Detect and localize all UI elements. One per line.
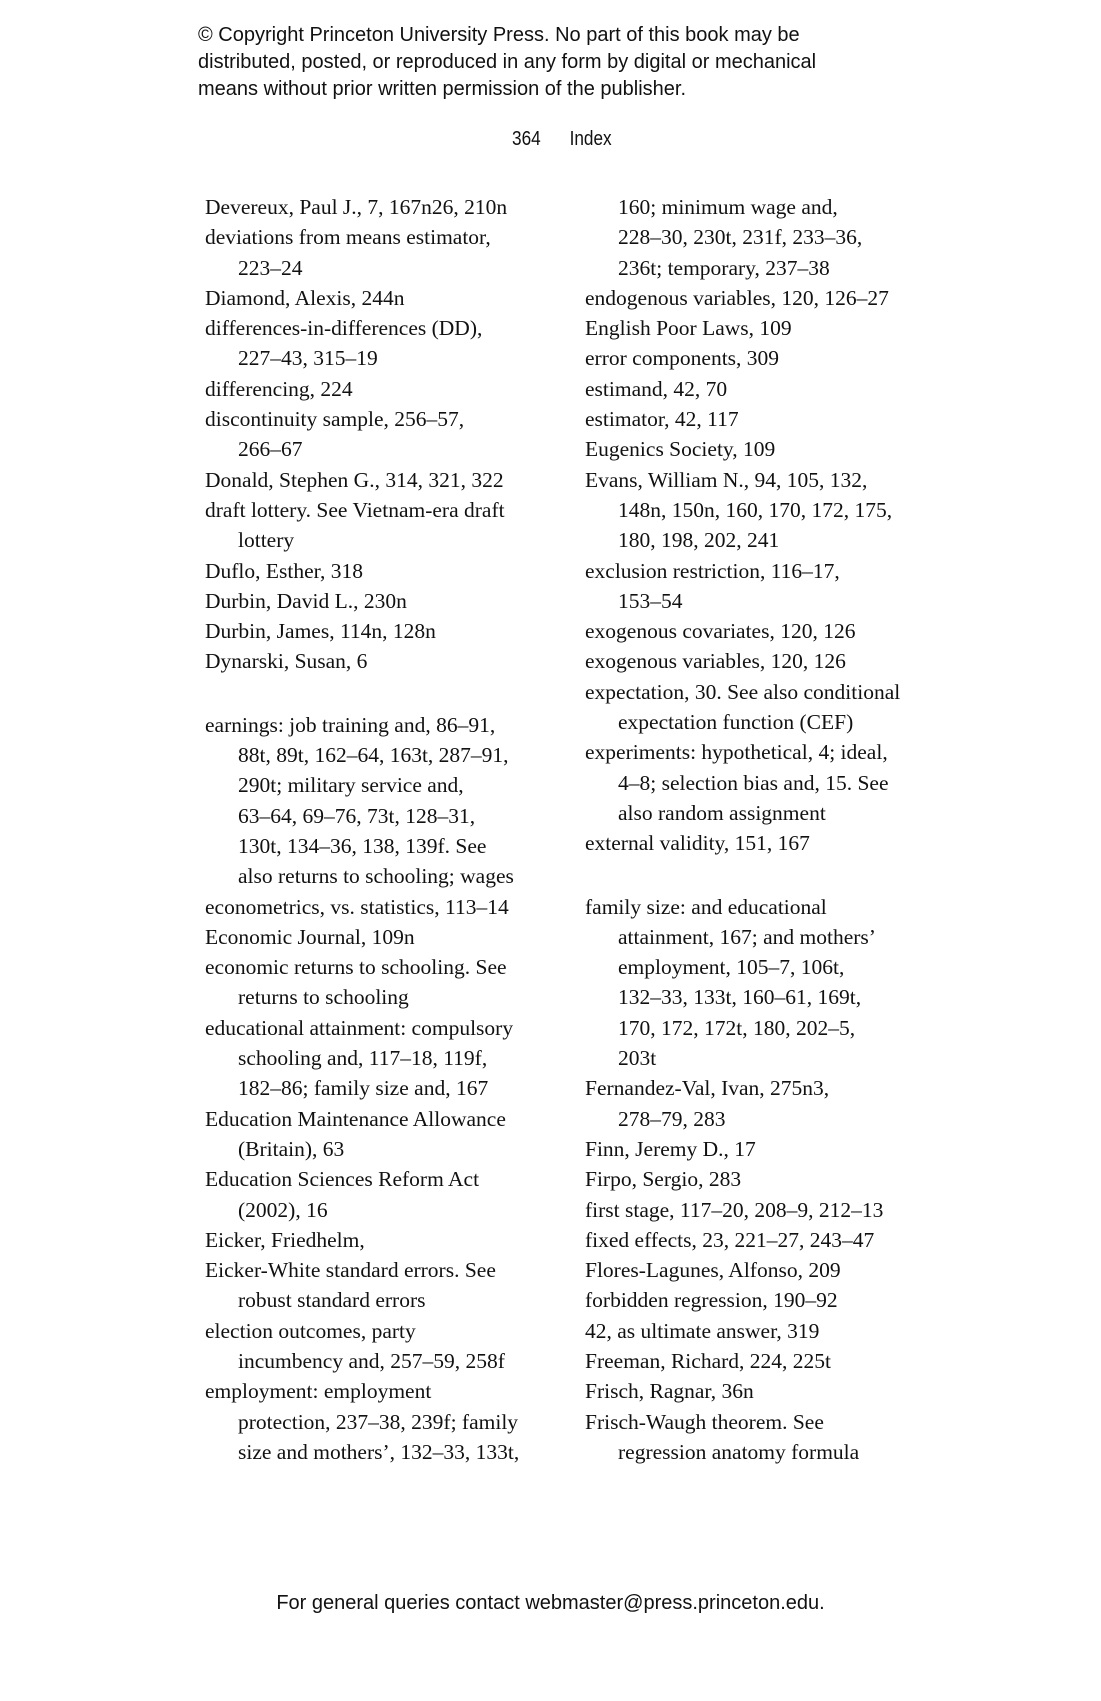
index-entry: Frisch-Waugh theorem. See (585, 1409, 824, 1434)
index-entry: estimator, 42, 117 (585, 407, 739, 432)
index-entry-continuation: regression anatomy formula (618, 1439, 860, 1464)
index-entry-continuation: incumbency and, 257–59, 258f (238, 1348, 505, 1373)
index-entry: first stage, 117–20, 208–9, 212–13 (585, 1197, 884, 1222)
index-entry-continuation: expectation function (CEF) (618, 710, 854, 735)
index-entry-continuation: 130t, 134–36, 138, 139f. See (238, 833, 487, 858)
index-entry: Firpo, Sergio, 283 (585, 1167, 742, 1192)
index-entry-continuation: employment, 105–7, 106t, (618, 955, 845, 980)
index-entry-continuation: attainment, 167; and mothers’ (618, 924, 876, 949)
index-entry: Frisch, Ragnar, 36n (585, 1379, 754, 1404)
index-entry: 42, as ultimate answer, 319 (585, 1318, 820, 1343)
index-entry: Fernandez-Val, Ivan, 275n3, (585, 1076, 830, 1101)
index-entry: exogenous covariates, 120, 126 (585, 619, 856, 644)
index-entry: Duflo, Esther, 318 (205, 558, 363, 583)
index-entry-continuation: lottery (238, 528, 295, 553)
index-entry: Education Sciences Reform Act (205, 1167, 480, 1192)
index-entry: Eicker-White standard errors. See (205, 1258, 496, 1283)
copyright-notice (198, 22, 998, 103)
index-entry-continuation: 228–30, 230t, 231f, 233–36, (618, 225, 863, 250)
index-entry: expectation, 30. See also conditional (585, 679, 901, 704)
index-entry-continuation: 227–43, 315–19 (238, 346, 378, 371)
index-entry: external validity, 151, 167 (585, 831, 810, 856)
index-entry-continuation: robust standard errors (238, 1288, 426, 1313)
index-entry-continuation: 180, 198, 202, 241 (618, 528, 780, 553)
index-entry-continuation: 182–86; family size and, 167 (238, 1076, 489, 1101)
index-entry-continuation: also random assignment (618, 800, 826, 825)
index-column-left (205, 192, 565, 1467)
index-entry: Evans, William N., 94, 105, 132, (585, 467, 868, 492)
index-entry: earnings: job training and, 86–91, (205, 712, 496, 737)
index-entry: Eugenics Society, 109 (585, 437, 776, 462)
index-entry: Freeman, Richard, 224, 225t (585, 1348, 832, 1373)
index-entry-continuation: 290t; military service and, (238, 773, 464, 798)
index-entry: family size: and educational (585, 894, 827, 919)
index-entry: exogenous variables, 120, 126 (585, 649, 846, 674)
index-entry: economic returns to schooling. See (205, 955, 507, 980)
page-number: 364 (512, 128, 541, 150)
index-entry-continuation: 132–33, 133t, 160–61, 169t, (618, 985, 862, 1010)
index-entry-continuation: 223–24 (238, 255, 303, 280)
index-entry-continuation: 170, 172, 172t, 180, 202–5, (618, 1015, 856, 1040)
footer-contact: For general queries contact webmaster@press.princeton.edu. (276, 1592, 825, 1614)
index-entry: endogenous variables, 120, 126–27 (585, 285, 889, 310)
index-entry: differencing, 224 (205, 376, 353, 401)
index-entry: forbidden regression, 190–92 (585, 1288, 838, 1313)
index-entry: Devereux, Paul J., 7, 167n26, 210n (205, 195, 508, 219)
index-entry-continuation: 148n, 150n, 160, 170, 172, 175, (618, 497, 893, 522)
index-entry: econometrics, vs. statistics, 113–14 (205, 894, 509, 919)
index-entry-continuation: 203t (618, 1046, 657, 1071)
index-entry: English Poor Laws, 109 (585, 316, 792, 341)
index-entry: Diamond, Alexis, 244n (205, 285, 405, 310)
index-entry: error components, 309 (585, 346, 780, 371)
index-entry: draft lottery. See Vietnam-era draft (205, 497, 505, 522)
index-entry: exclusion restriction, 116–17, (585, 558, 840, 583)
index-entry-continuation: 236t; temporary, 237–38 (618, 255, 830, 280)
index-entry: fixed effects, 23, 221–27, 243–47 (585, 1227, 875, 1252)
running-head (512, 128, 612, 151)
letter-section-gap (585, 859, 965, 892)
copyright-line: distributed, posted, or reproduced in any form by digital or mechanical (198, 51, 817, 73)
index-entry-continuation: schooling and, 117–18, 119f, (238, 1046, 488, 1071)
index-entry-continuation: 278–79, 283 (618, 1106, 726, 1131)
index-entry: discontinuity sample, 256–57, (205, 407, 465, 432)
index-entry: employment: employment (205, 1379, 432, 1404)
index-entry: estimand, 42, 70 (585, 376, 728, 401)
index-entry: Durbin, David L., 230n (205, 588, 407, 613)
index-entry-continuation: 266–67 (238, 437, 303, 462)
index-entry: experiments: hypothetical, 4; ideal, (585, 740, 888, 765)
letter-section-gap (205, 677, 565, 710)
index-entry-continuation: 160; minimum wage and, (618, 195, 838, 219)
index-entry-continuation: (2002), 16 (238, 1197, 328, 1222)
copyright-line: © Copyright Princeton University Press. No part of this book may be (198, 24, 800, 46)
index-entry: Dynarski, Susan, 6 (205, 649, 368, 674)
index-entry: differences-in-differences (DD), (205, 316, 483, 341)
index-entry: election outcomes, party (205, 1318, 416, 1343)
section-title: Index (569, 128, 612, 150)
index-entry-continuation: 88t, 89t, 162–64, 163t, 287–91, (238, 743, 509, 768)
index-entry: Donald, Stephen G., 314, 321, 322 (205, 467, 504, 492)
index-entry: Economic Journal, 109n (205, 924, 415, 949)
index-entry: Education Maintenance Allowance (205, 1106, 506, 1131)
index-column-right (585, 192, 965, 1467)
index-entry-continuation: 4–8; selection bias and, 15. See (618, 770, 889, 795)
index-entry: educational attainment: compulsory (205, 1015, 514, 1040)
index-entry-continuation: (Britain), 63 (238, 1136, 345, 1161)
copyright-line: means without prior written permission of the publisher. (198, 78, 687, 100)
index-entry-continuation: 153–54 (618, 588, 683, 613)
index-entry: deviations from means estimator, (205, 225, 491, 250)
index-entry-continuation: protection, 237–38, 239f; family (238, 1409, 519, 1434)
index-entry: Flores-Lagunes, Alfonso, 209 (585, 1258, 841, 1283)
index-entry-continuation: returns to schooling (238, 985, 409, 1010)
index-entry: Eicker, Friedhelm, (205, 1227, 365, 1252)
index-entry-continuation: also returns to schooling; wages (238, 864, 514, 889)
index-entry: Durbin, James, 114n, 128n (205, 619, 436, 644)
index-entry: Finn, Jeremy D., 17 (585, 1136, 756, 1161)
index-entry-continuation: size and mothers’, 132–33, 133t, (238, 1439, 520, 1464)
index-entry-continuation: 63–64, 69–76, 73t, 128–31, (238, 803, 476, 828)
